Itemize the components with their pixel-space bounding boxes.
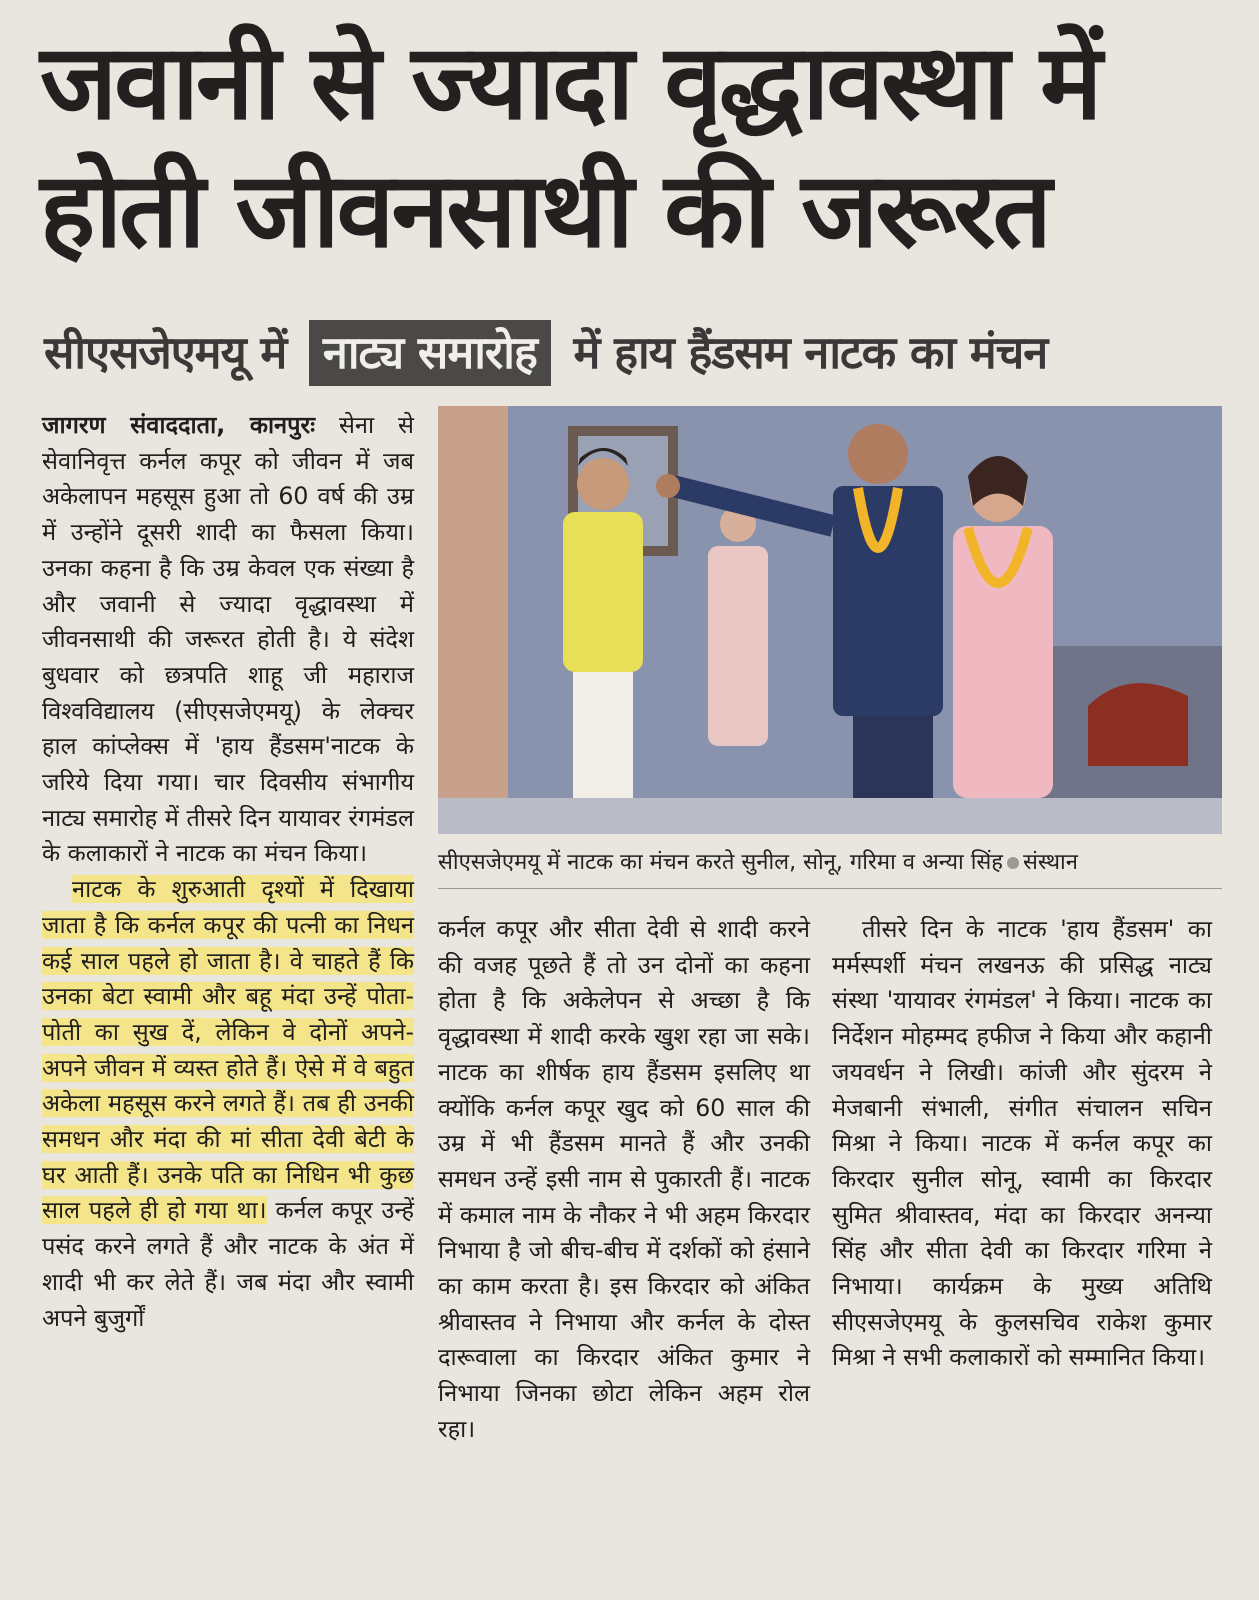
article-column-3 bbox=[832, 912, 1212, 1376]
article-column-1 bbox=[42, 408, 414, 1336]
photo-caption bbox=[438, 848, 1222, 878]
subheadline bbox=[44, 316, 1224, 390]
caption-divider bbox=[438, 888, 1222, 889]
headline bbox=[40, 18, 1220, 274]
event-photo bbox=[438, 406, 1222, 834]
subheadline-before: सीएसजेएमयू में bbox=[44, 326, 287, 379]
photo-credit: संस्थान bbox=[1023, 850, 1078, 875]
subheadline-after: में हाय हैंडसम नाटक का मंचन bbox=[573, 326, 1048, 379]
column-3-text: तीसरे दिन के नाटक 'हाय हैंडसम' का मर्मस्पर्शी मंचन लखनऊ की प्रसिद्ध नाट्य संस्था 'यायावर रंगमंडल' ने किया। नाटक का निर्देशन मोहम्मद हफीज ने किया और कहानी जयवर्धन ने लिखी। कांजी और सुंदरम ने मेजबानी संभाली, संगीत संचालन सचिन मिश्रा ने किया। नाटक में कर्नल कपूर का किरदार सुनील सोनू, स्वामी का किरदार सुमित श्रीवास्तव, मंदा का किरदार अनन्या सिंह और सीता देवी का किरदार गरिमा ने निभाया। कार्यक्रम के मुख्य अतिथि सीएसजेएमयू के कुलसचिव राकेश कुमार मिश्रा ने सभी कलाकारों को सम्मानित किया। bbox=[832, 915, 1212, 1372]
article-paragraph-1 bbox=[42, 408, 414, 872]
photo-caption-text: सीएसजेएमयू में नाटक का मंचन करते सुनील, सोनू, गरिमा व अन्या सिंह bbox=[438, 850, 1003, 875]
highlighted-passage: नाटक के शुरुआती दृश्यों में दिखाया जाता है कि कर्नल कपूर की पत्नी का निधन कई साल पहले हो जाता है। वे चाहते हैं कि उनका बेटा स्वामी और बहू मंदा उन्हें पोता-पोती का सुख दें, लेकिन वे दोनों अपने-अपने जीवन में व्यस्त होते हैं। ऐसे में वे बहुत अकेला महसूस करने लगते हैं। तब ही उनकी समधन और मंदा की मां सीता देवी बेटी के घर आती हैं। उनके पति का निधिन भी कुछ साल पहले ही हो गया था। bbox=[42, 875, 414, 1225]
paragraph-2-rest: कर्नल कपूर उन्हें पसंद करने लगते हैं और नाटक के अंत में शादी भी कर लेते हैं। जब मंदा और स्वामी अपने बुजुर्गों bbox=[42, 1196, 414, 1332]
subheadline-boxed-label: नाट्य समारोह bbox=[309, 320, 551, 386]
stage-photo-illustration bbox=[438, 406, 1222, 834]
headline-line-2: होती जीवनसाथी की जरूरत bbox=[40, 149, 1049, 271]
headline-line-1: जवानी से ज्यादा वृद्धावस्था में bbox=[40, 21, 1100, 143]
article-column-2 bbox=[438, 912, 810, 1448]
caption-bullet-icon bbox=[1007, 857, 1019, 869]
byline: जागरण संवाददाता, कानपुरः bbox=[42, 411, 315, 439]
column-2-text: कर्नल कपूर और सीता देवी से शादी करने की वजह पूछते हैं तो उन दोनों का कहना होता है कि अकेलेपन से अच्छा है कि वृद्धावस्था में शादी करके खुश रहा जा सके। नाटक का शीर्षक हाय हैंडसम इसलिए था क्योंकि कर्नल कपूर खुद को 60 साल की उम्र में भी हैंडसम मानते हैं और उनकी समधन उन्हें इसी नाम से पुकारती हैं। नाटक में कमाल नाम के नौकर ने भी अहम किरदार निभाया है जो बीच-बीच में दर्शकों को हंसाने का काम करता है। इस किरदार को अंकित श्रीवास्तव ने निभाया और कर्नल के दोस्त दारूवाला का किरदार अंकित कुमार ने निभाया जिनका छोटा लेकिन अहम रोल रहा। bbox=[438, 915, 810, 1443]
paragraph-1-text: सेना से सेवानिवृत्त कर्नल कपूर को जीवन में जब अकेलापन महसूस हुआ तो 60 वर्ष की उम्र में उन्होंने दूसरी शादी का फैसला किया। उनका कहना है कि उम्र केवल एक संख्या है और जवानी से ज्यादा वृद्धावस्था में जीवनसाथी की जरूरत होती है। ये संदेश बुधवार को छत्रपति शाहू जी महाराज विश्वविद्यालय (सीएसजेएमयू) के लेक्चर हाल कांप्लेक्स में 'हाय हैंडसम'नाटक के जरिये दिया गया। चार दिवसीय संभागीय नाट्य समारोह में तीसरे दिन यायावर रंगमंडल के कलाकारों ने नाटक का मंचन किया। bbox=[42, 411, 415, 868]
article-paragraph-2 bbox=[42, 872, 414, 1336]
